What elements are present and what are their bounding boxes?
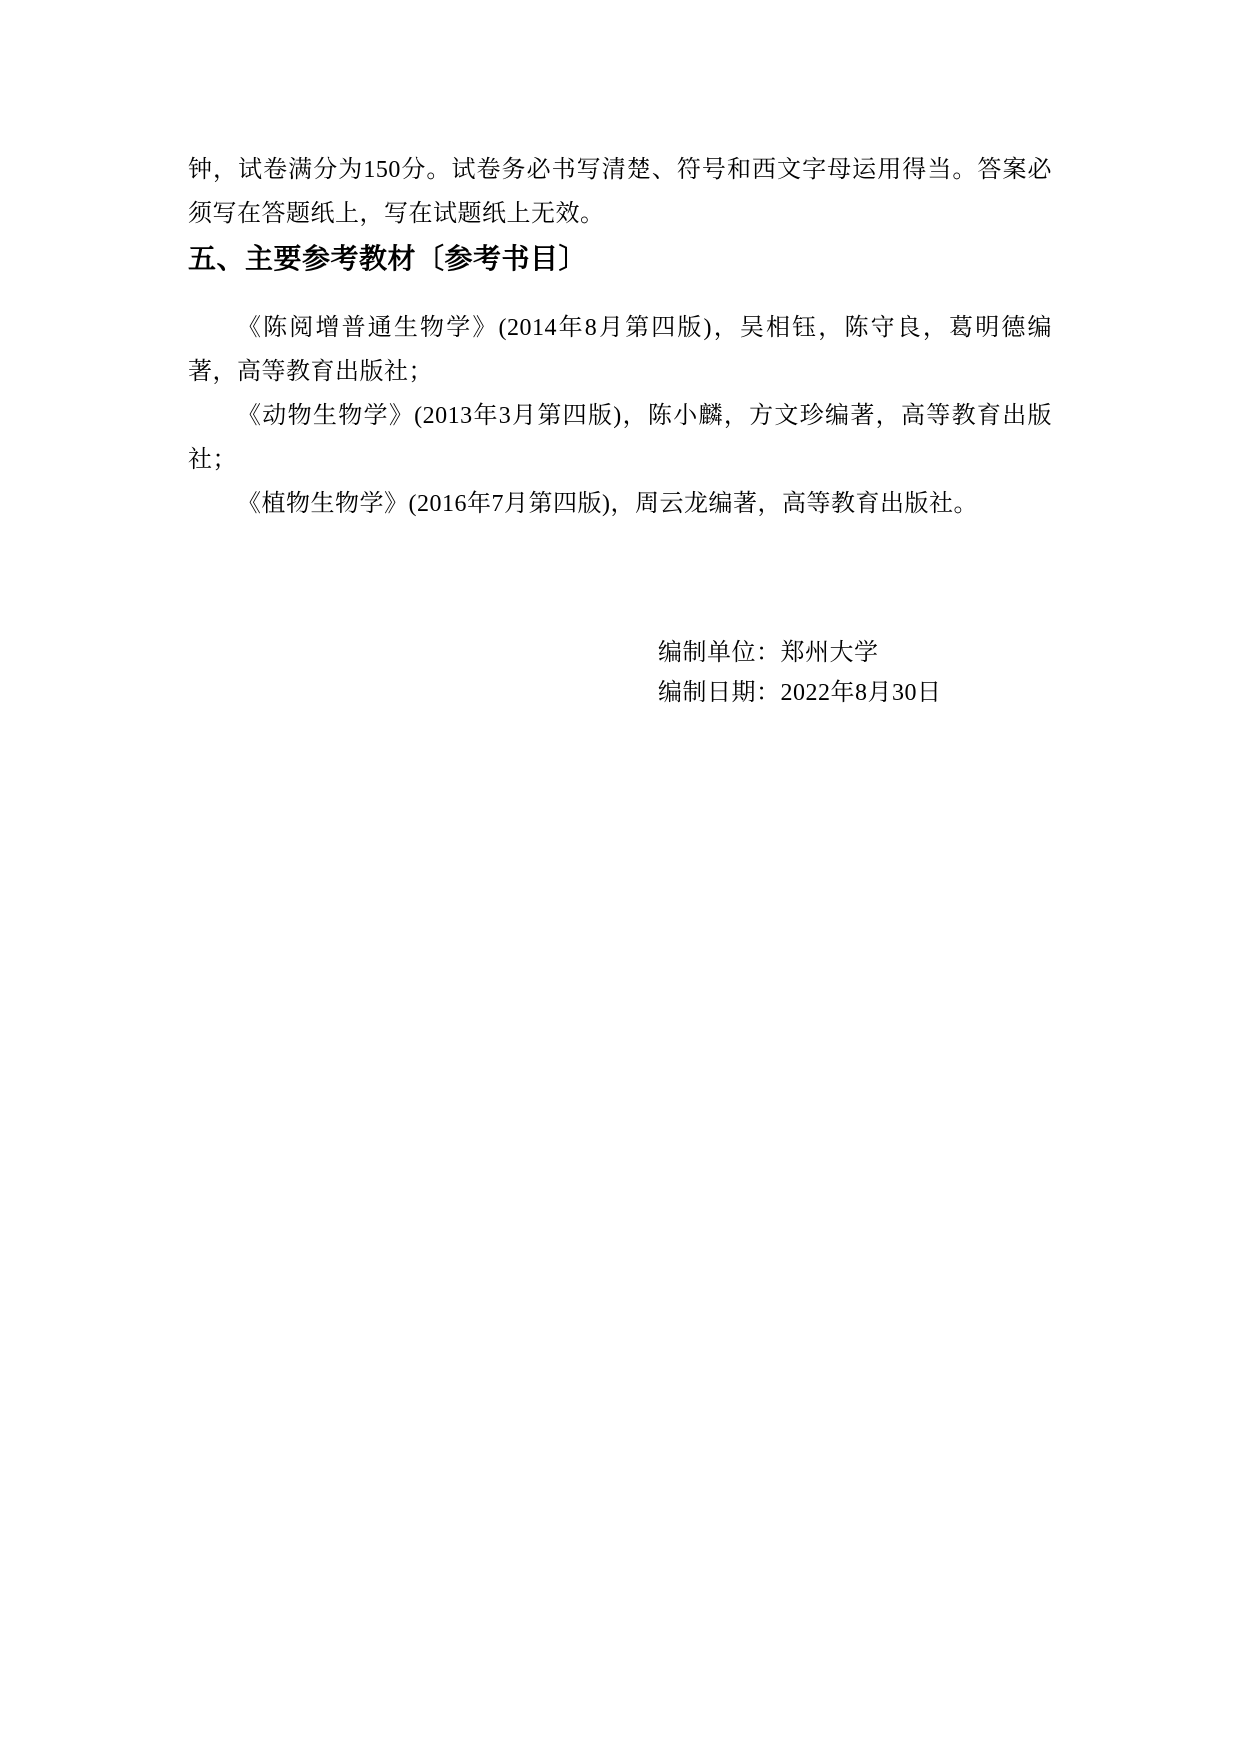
colophon <box>188 633 1052 713</box>
reference-item <box>188 394 1052 482</box>
reference-line: 《动物生物学》(2013年3月第四版)，陈小麟，方文珍编著，高等教育出版 <box>237 403 1052 429</box>
continuation-paragraph-line: 钟，试卷满分为150分。试卷务必书写清楚、符号和西文字母运用得当。答案必 <box>188 157 1052 183</box>
colophon-date: 编制日期：2022年8月30日 <box>658 680 942 706</box>
reference-list <box>188 306 1052 526</box>
reference-line: 《植物生物学》(2016年7月第四版)，周云龙编著，高等教育出版社。 <box>237 491 978 517</box>
continuation-paragraph-line: 须写在答题纸上，写在试题纸上无效。 <box>188 201 605 227</box>
reference-item <box>188 306 1052 394</box>
reference-line: 社； <box>188 447 237 473</box>
continuation-paragraph <box>188 148 1052 236</box>
reference-item <box>188 482 1052 526</box>
section-heading: 五、主要参考教材〔参考书目〕 <box>188 244 588 275</box>
reference-line: 《陈阅增普通生物学》(2014年8月第四版)，吴相钰，陈守良，葛明德编 <box>237 315 1052 341</box>
page-content <box>0 0 1240 713</box>
colophon-unit: 编制单位：郑州大学 <box>658 640 879 666</box>
reference-line: 著，高等教育出版社； <box>188 359 433 385</box>
